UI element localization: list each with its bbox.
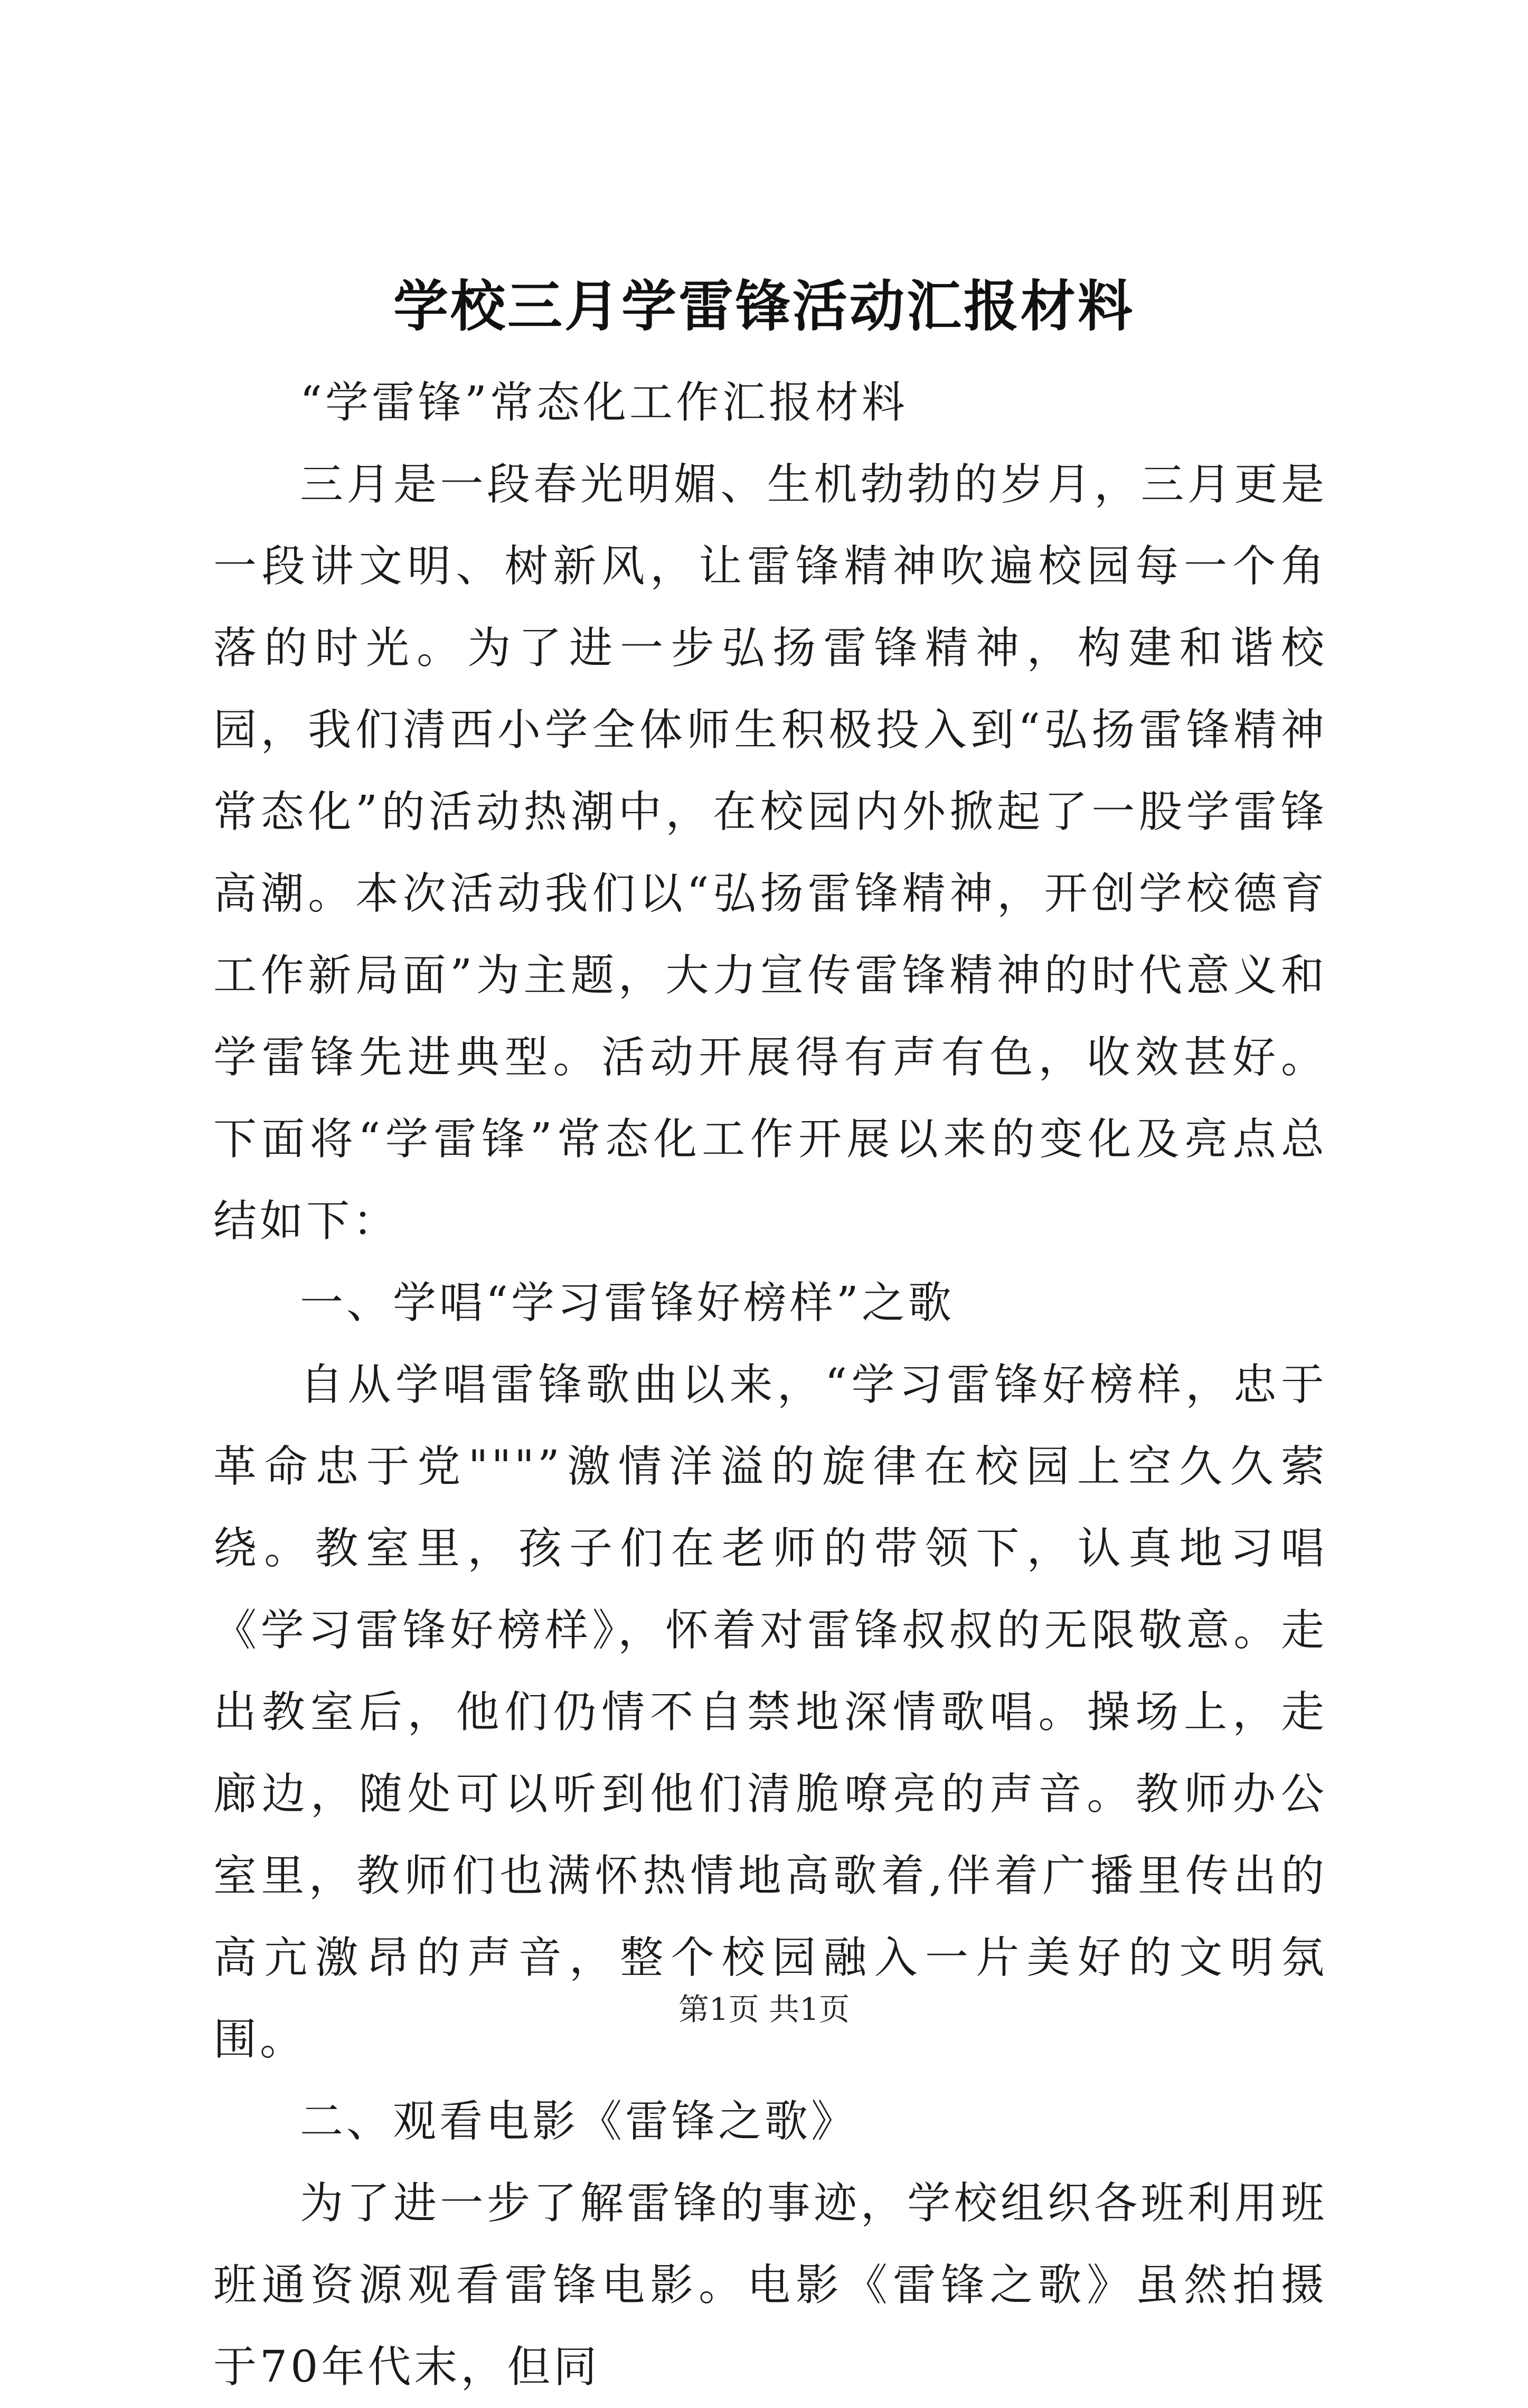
section-2-paragraph: 为了进一步了解雷锋的事迹，学校组织各班利用班班通资源观看雷锋电影。电影《雷锋之歌》虽然拍摄于70年代末，但同 <box>213 2178 1327 2392</box>
section-heading-1: 一、学唱“学习雷锋好榜样”之歌 <box>300 1278 955 1328</box>
section-1-paragraph: 自从学唱雷锋歌曲以来，“学习雷锋好榜样，忠于革命忠于党"""”激情洋溢的旋律在校园上空久久萦绕。教室里，孩子们在老师的带领下，认真地习唱《学习雷锋好榜样》，怀着对雷锋叔叔的无限敬意。走出教室后，他们仍情不自禁地深情歌唱。操场上，走廊边，随处可以听到他们清脆嘹亮的声音。教师办公室里，教师们也满怀热情地高歌着,伴着广播里传出的高亢激昂的声音，整个校园融入一片美好的文明氛围。 <box>213 1360 1327 2065</box>
intro-paragraph: 三月是一段春光明媚、生机勃勃的岁月，三月更是一段讲文明、树新风，让雷锋精神吹遍校园每一个角落的时光。为了进一步弘扬雷锋精神，构建和谐校园，我们清西小学全体师生积极投入到“弘扬雷锋精神常态化”的活动热潮中，在校园内外掀起了一股学雷锋高潮。本次活动我们以“弘扬雷锋精神，开创学校德育工作新局面”为主题，大力宣传雷锋精神的时代意义和学雷锋先进典型。活动开展得有声有色，收效甚好。下面将“学雷锋”常态化工作开展以来的变化及亮点总结如下： <box>213 459 1327 1246</box>
page-footer: 第1页 共1页 <box>678 1991 850 2027</box>
document-title: 学校三月学雷锋活动汇报材料 <box>393 274 1135 338</box>
section-heading-2: 二、观看电影《雷锋之歌》 <box>300 2096 858 2147</box>
subtitle-paragraph: “学雷锋”常态化工作汇报材料 <box>300 378 908 428</box>
document-body <box>213 362 1327 2408</box>
